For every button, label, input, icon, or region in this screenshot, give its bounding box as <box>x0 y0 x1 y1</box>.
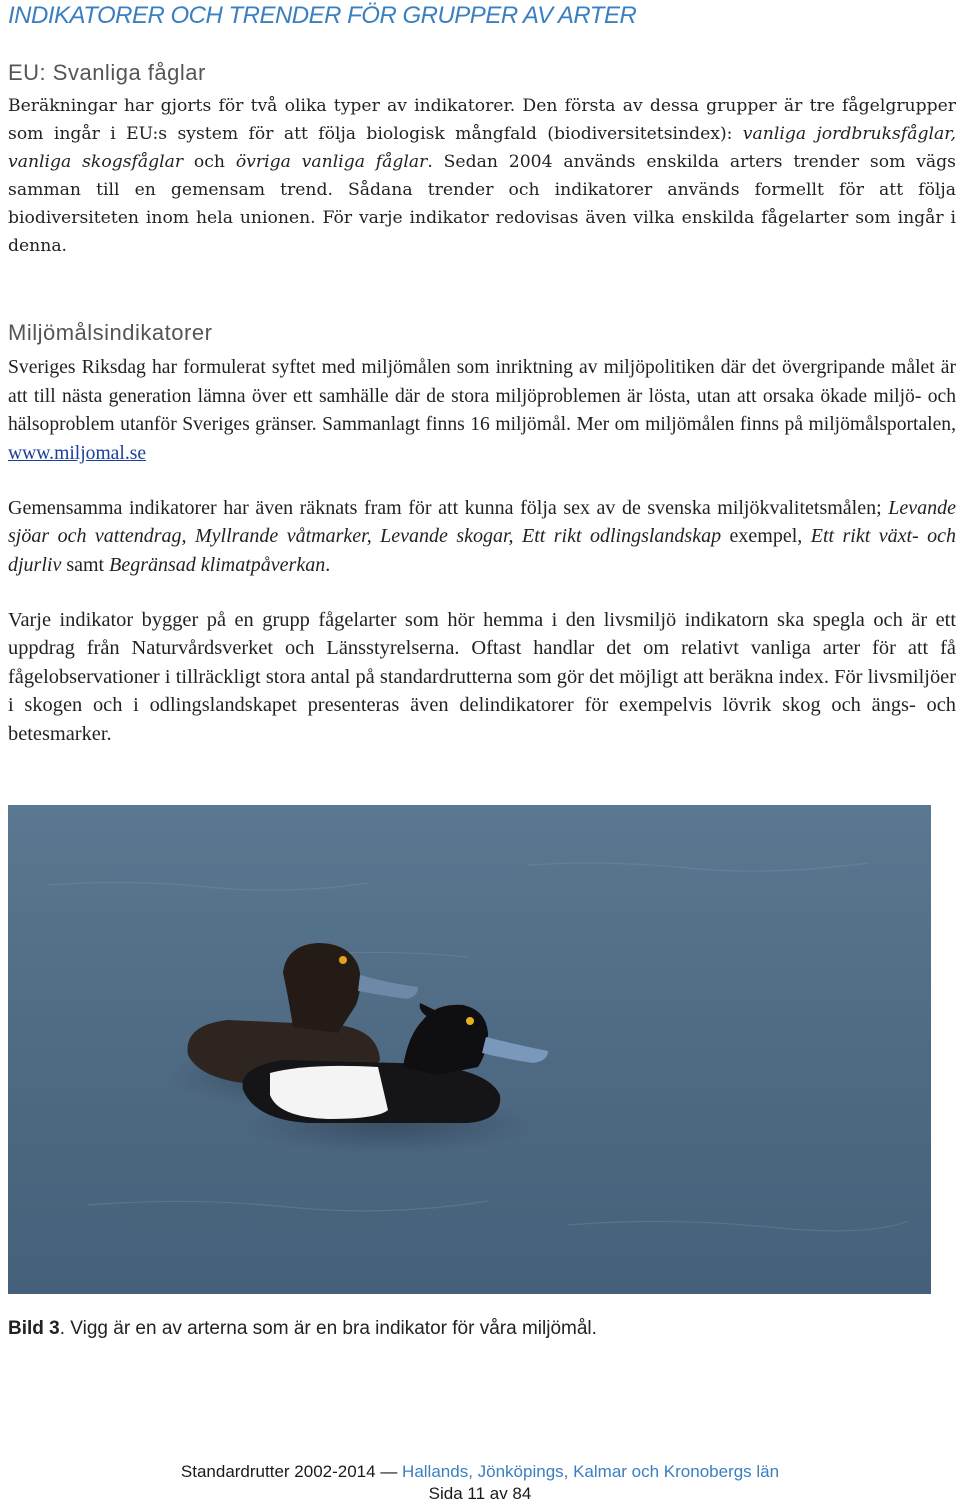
page-title: INDIKATORER OCH TRENDER FÖR GRUPPER AV ARTER <box>8 2 637 29</box>
paragraph-miljomal-intro: Sveriges Riksdag har formulerat syftet med miljömålen som inriktning av miljöpolitiken där det övergripande målet är att till nästa generation lämna över ett samhälle där de stora miljöproblemen är lösta, utan att orsaka ökade miljö- och hälsoproblem utanför Sveriges gränser. Sammanlagt finns 16 miljömål. Mer om miljömålen finns på miljömålsportalen, www.miljomal.se <box>8 357 956 464</box>
page-number: Sida 11 av 84 <box>428 1484 532 1503</box>
section-heading-miljomal: Miljömålsindikatorer <box>8 320 213 345</box>
miljomal-link[interactable]: www.miljomal.se <box>8 442 147 464</box>
section-heading-eu: EU: Svanliga fåglar <box>8 60 206 85</box>
paragraph-indikator-beskrivning: Varje indikator bygger på en grupp fågelarter som hör hemma i den livsmiljö indikatorn ska spegla och är ett uppdrag från Naturvårdsverket och Länsstyrelserna. Oftast handlar det om relativt vanliga arter för att få fågelobservationer i tillräckligt stora antal på standardrutterna som gör det möjligt att beräkna index. För livsmiljöer i skogen och i odlingslandskapet presenteras även delindikatorer för exempelvis lövrik skog och ängs- och betesmarker. <box>8 609 956 745</box>
paragraph-eu: Beräkningar har gjorts för två olika typer av indikatorer. Den första av dessa grupper är tre fågelgrupper som ingår i EU:s system för att följa biologisk mångfald (biodiversitetsindex): vanliga jordbruksfåglar, vanliga skogsfåglar och övriga vanliga fåglar. Sedan 2004 används enskilda arters trender som vägs samman till en gemensam trend. Sådana trender och indikatorer används formellt för att följa biodiversiteten inom hela unionen. För varje indikator redovisas även vilka enskilda fågelarter som ingår i denna. <box>8 96 956 256</box>
paragraph-gemensamma-indikatorer: Gemensamma indikatorer har även räknats fram för att kunna följa sex av de svenska miljökvalitetsmålen; Levande sjöar och vattendrag, Myllrande våtmarker, Levande skogar, Ett rikt odlingslandskap exempel, Ett rikt växt- och djurliv samt Begränsad klimatpåverkan. <box>8 497 957 576</box>
duck-illustration <box>8 805 931 1294</box>
footer-title: Standardrutter 2002-2014 — Hallands, Jönköpings, Kalmar och Kronobergs län <box>180 1462 780 1481</box>
figure-caption: Bild 3. Vigg är en av arterna som är en bra indikator för våra miljömål. <box>8 1318 597 1339</box>
tufted-duck-photo <box>8 805 931 1294</box>
